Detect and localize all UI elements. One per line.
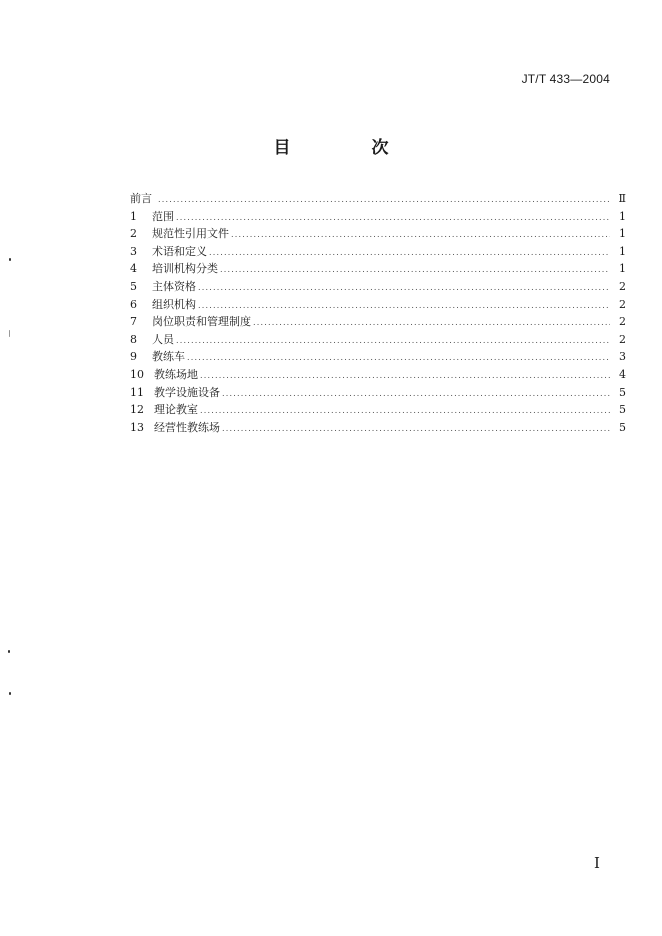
toc-entry-label: 教学设施设备: [154, 385, 220, 399]
toc-entry-page: 3: [619, 350, 626, 364]
toc-entry-10[interactable]: [130, 366, 626, 384]
toc-entry-number: 2: [130, 227, 137, 241]
toc-leader-dots: [222, 385, 610, 403]
toc-entry-label: 理论教室: [154, 403, 198, 417]
toc-entry-label: 前言: [130, 192, 152, 205]
toc-entry-label: 人员: [152, 332, 174, 346]
toc-entry-9[interactable]: [130, 348, 626, 366]
toc-entry-label: 范围: [152, 209, 174, 223]
page-folio: Ⅰ: [594, 854, 600, 872]
toc-entry-number: 9: [130, 350, 137, 364]
toc-entry-number: 6: [130, 297, 137, 311]
toc-entry-2[interactable]: [130, 225, 626, 243]
toc-entry-6[interactable]: [130, 296, 626, 314]
toc-entry-number: 3: [130, 244, 137, 258]
toc-entry-page: 1: [619, 262, 626, 276]
toc-entry-page: 2: [619, 332, 626, 346]
toc-leader-dots: [222, 420, 610, 438]
toc-entry-page: 1: [619, 209, 626, 223]
scan-speck: [9, 258, 11, 261]
toc-entry-number: 12: [130, 403, 144, 417]
toc-leader-dots: [158, 191, 610, 209]
toc-entry-4[interactable]: [130, 260, 626, 278]
toc-leader-dots: [253, 314, 610, 332]
toc-leader-dots: [200, 367, 610, 385]
standard-code: JT/T 433—2004: [521, 72, 610, 86]
toc-entry-8[interactable]: [130, 331, 626, 349]
toc-leader-dots: [187, 349, 610, 367]
toc-entry-number: 11: [130, 385, 144, 399]
toc-entry-number: 4: [130, 262, 137, 276]
toc-entry-11[interactable]: [130, 384, 626, 402]
toc-entry-page: 5: [619, 403, 626, 417]
toc-entry-page: 2: [619, 315, 626, 329]
toc-entry-number: 7: [130, 315, 137, 329]
toc-entry-page: 2: [619, 279, 626, 293]
toc-entry-label: 岗位职责和管理制度: [152, 315, 251, 329]
toc-entry-12[interactable]: [130, 401, 626, 419]
toc-leader-dots: [198, 279, 610, 297]
toc-entry-page: 2: [619, 297, 626, 311]
toc-entry-page: 5: [619, 420, 626, 434]
toc-entry-number: 13: [130, 420, 144, 434]
toc-entry-label: 术语和定义: [152, 244, 207, 258]
toc-entry-3[interactable]: [130, 243, 626, 261]
toc-leader-dots: [231, 226, 610, 244]
toc-leader-dots: [176, 332, 610, 350]
toc-entry-label: 组织机构: [152, 297, 196, 311]
toc-entry-7[interactable]: [130, 313, 626, 331]
toc-title: 目 次: [273, 138, 421, 158]
toc-leader-dots: [176, 209, 610, 227]
toc-entry-foreword[interactable]: [130, 190, 626, 208]
toc-entry-13[interactable]: [130, 419, 626, 437]
toc-entry-page: 4: [619, 367, 626, 381]
toc-entry-number: 5: [130, 279, 137, 293]
toc-entry-label: 教练场地: [154, 367, 198, 381]
toc-entry-label: 教练车: [152, 350, 185, 364]
toc-entry-page: 1: [619, 227, 626, 241]
toc-entry-page: Ⅱ: [618, 192, 626, 205]
toc-entry-label: 培训机构分类: [152, 262, 218, 276]
toc-entry-number: 1: [130, 209, 137, 223]
toc-leader-dots: [200, 402, 610, 420]
scan-speck: [9, 692, 11, 695]
toc-entry-number: 10: [130, 367, 144, 381]
scan-speck: [9, 330, 10, 337]
toc-entry-label: 主体资格: [152, 279, 196, 293]
toc-entry-5[interactable]: [130, 278, 626, 296]
table-of-contents: [130, 190, 626, 436]
toc-entry-number: 8: [130, 332, 137, 346]
toc-leader-dots: [209, 244, 610, 262]
scan-speck: [8, 650, 10, 653]
toc-entry-page: 1: [619, 244, 626, 258]
toc-entry-label: 经营性教练场: [154, 420, 220, 434]
toc-entry-1[interactable]: [130, 208, 626, 226]
toc-leader-dots: [220, 261, 610, 279]
toc-leader-dots: [198, 297, 610, 315]
toc-entry-page: 5: [619, 385, 626, 399]
toc-entry-label: 规范性引用文件: [152, 227, 229, 241]
